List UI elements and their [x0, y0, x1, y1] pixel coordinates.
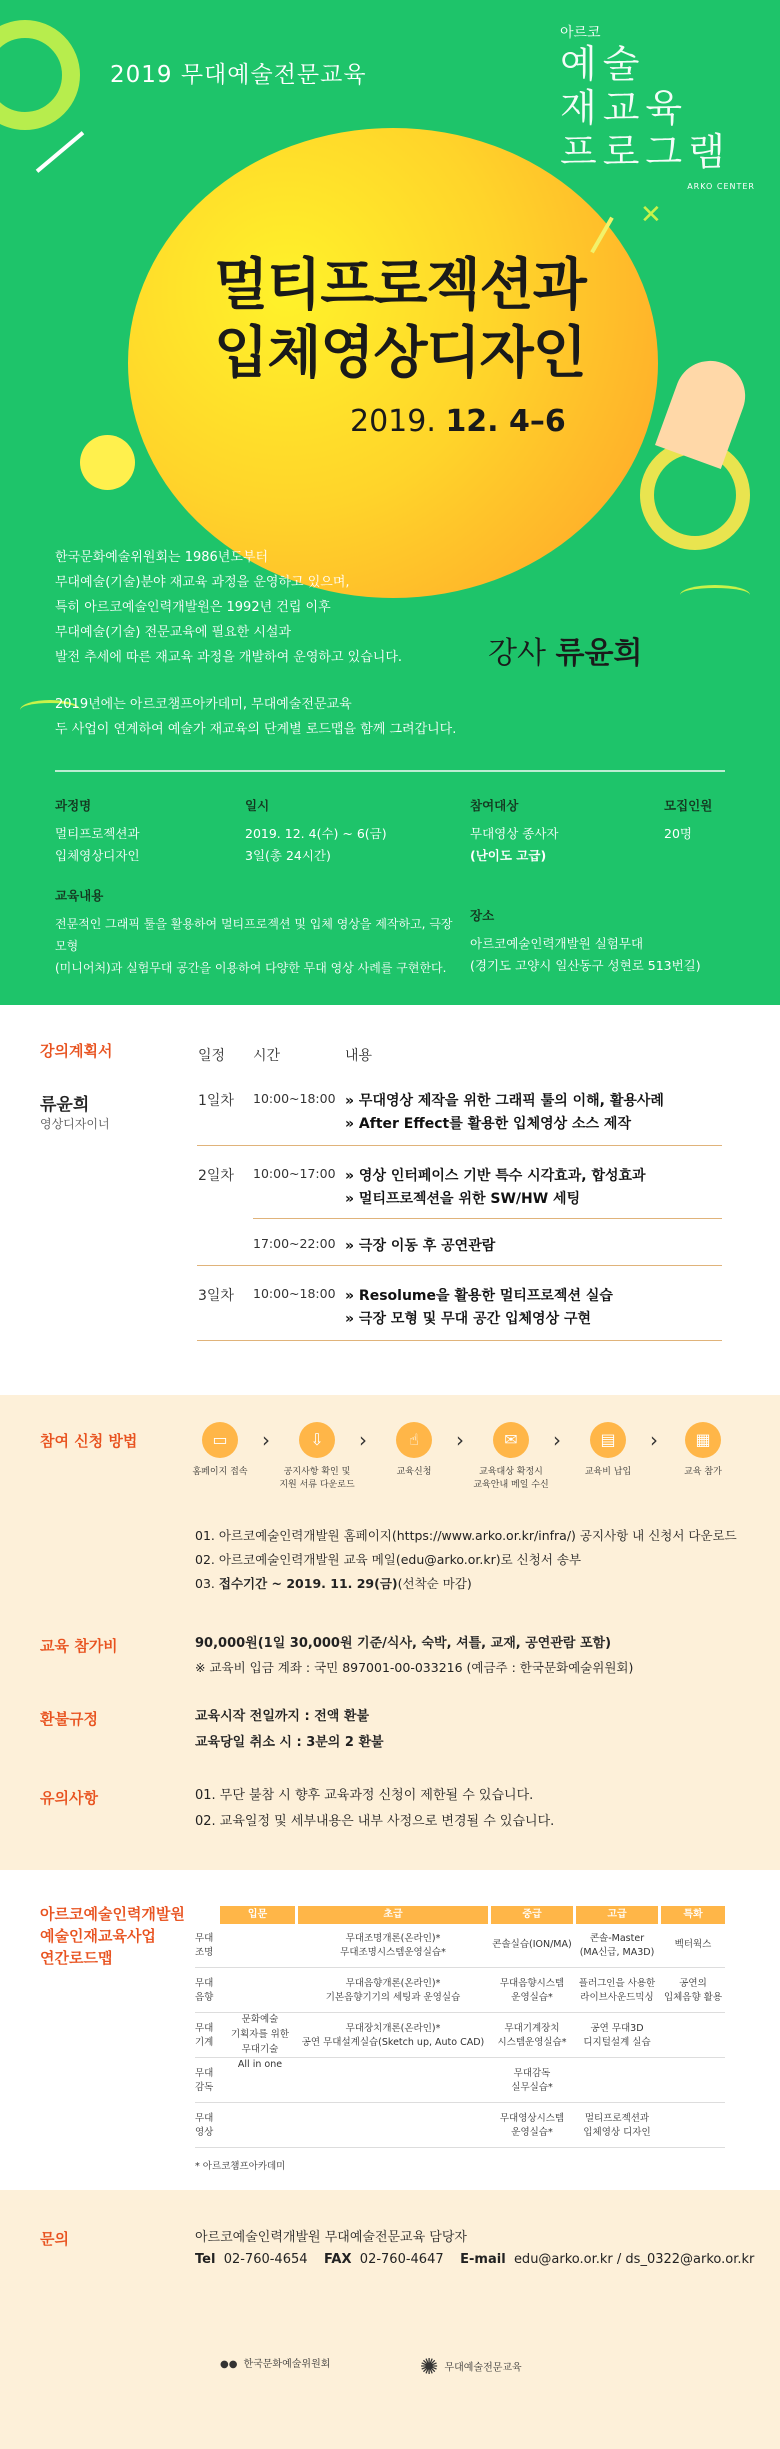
info-label: 일시	[245, 798, 270, 813]
intro-line: 무대예술(기술)분야 재교육 과정을 운영하고 있으며,	[55, 575, 350, 590]
schedule-day: 2일차	[198, 1168, 234, 1184]
starburst-icon: ✺	[420, 2355, 439, 2380]
divider	[197, 1340, 722, 1341]
schedule-time: 10:00~18:00	[253, 1286, 336, 1301]
roadmap-category: 무대 기계	[195, 2023, 214, 2048]
info-value: (난이도 고급)	[470, 848, 547, 863]
step-label: 교육대상 확정시 교육안내 메일 수신	[473, 1467, 549, 1490]
notice-title: 유의사항	[40, 1789, 98, 1807]
instructor-name: 류윤희	[555, 636, 643, 671]
download-icon: ⇩	[299, 1422, 335, 1458]
decor-ring	[0, 20, 80, 130]
info-value: (미니어처)과 실험무대 공간을 이용하여 다양한 무대 영상 사례를 구현한다.	[55, 961, 447, 975]
info-label: 참여대상	[470, 798, 519, 813]
info-value: 20명	[664, 826, 692, 841]
decor-ball	[80, 435, 135, 490]
roadmap-cell: 공연 무대3D 디지털설계 실습	[583, 2023, 651, 2048]
divider	[197, 1265, 722, 1266]
chevron-right-icon: ›	[359, 1428, 367, 1452]
roadmap-head: 중급	[491, 1906, 573, 1924]
logo-small-text: 아르코	[560, 25, 601, 41]
decor-line	[36, 131, 85, 173]
roadmap-cell: 무대기계장치 시스템운영실습*	[497, 2023, 567, 2048]
step-label: 교육 참가	[684, 1467, 722, 1477]
chevron-right-icon: ›	[650, 1428, 658, 1452]
schedule-head-content: 내용	[345, 1048, 373, 1064]
roadmap-category: 무대 감독	[195, 2068, 214, 2093]
info-content	[55, 885, 455, 979]
mail-icon: ✉	[493, 1422, 529, 1458]
roadmap-intro-cell: 문화예술 기획자를 위한 무대기술 All in one	[230, 2014, 290, 2070]
logo-big-text: 재교육	[560, 86, 689, 130]
intro-line: 한국문화예술위원회는 1986년도부터	[55, 550, 269, 565]
step-label: 교육비 납입	[584, 1467, 632, 1477]
refund-title: 환불규정	[40, 1710, 98, 1728]
hero-date-days: 12. 4–6	[445, 404, 566, 439]
click-icon: ☝	[396, 1422, 432, 1458]
roadmap-cell: 멀티프로젝션과 입체영상 디자인	[583, 2113, 651, 2138]
contact-details: Tel 02-760-4654 FAX 02-760-4647 E-mail edu@arko.or.kr / ds_0322@arko.or.kr	[195, 2252, 755, 2267]
roadmap-cell: 콘솔실습(ION/MA)	[492, 1939, 572, 1950]
intro-line: 무대예술(기술) 전문교육에 필요한 시설과	[55, 625, 292, 640]
intro-line: 발전 추세에 따른 재교육 과정을 개발하여 운영하고 있습니다.	[55, 650, 403, 665]
schedule-head-time: 시간	[253, 1048, 281, 1064]
roadmap-head: 초급	[298, 1906, 488, 1924]
apply-title: 참여 신청 방법	[40, 1432, 138, 1450]
arts-council-mark-icon: ●●	[220, 2358, 238, 2370]
apply-step-line: 02. 아르코예술인력개발원 교육 메일(edu@arko.or.kr)로 신청서 송부	[195, 1552, 582, 1567]
roadmap-cell: 무대음향시스템 운영실습*	[499, 1978, 565, 2003]
schedule-instructor-name: 류윤희	[40, 1095, 90, 1115]
book-icon: ▦	[685, 1422, 721, 1458]
hero-date	[350, 404, 566, 439]
schedule-item: » 극장 이동 후 공연관람	[345, 1238, 496, 1254]
roadmap-cell: 무대장치개론(온라인)* 공연 무대설계실습(Sketch up, Auto CAD)	[301, 2023, 485, 2048]
schedule-item: » 멀티프로젝션을 위한 SW/HW 세팅	[345, 1191, 581, 1207]
decor-wave	[680, 585, 750, 605]
step-label: 공지사항 확인 및 지원 서류 다운로드	[279, 1467, 355, 1490]
fee-main: 90,000원(1일 30,000원 기준/식사, 숙박, 셔틀, 교재, 공연관람 포함)	[195, 1636, 612, 1651]
info-value: (경기도 고양시 일산동구 성현로 513번길)	[470, 958, 701, 973]
divider	[197, 1145, 722, 1146]
arts-council-logo: ●● 한국문화예술위원회	[220, 2358, 331, 2370]
apply-step-line: 03. 접수기간 ~ 2019. 11. 29(금)(선착순 마감)	[195, 1576, 472, 1591]
info-place	[470, 905, 701, 977]
divider	[195, 2012, 725, 2013]
roadmap-head: 고급	[576, 1906, 658, 1924]
roadmap-cell: 무대음향개론(온라인)* 기본음향기기의 세팅과 운영실습	[325, 1978, 461, 2003]
contact-line: 아르코예술인력개발원 무대예술전문교육 담당자	[195, 2230, 467, 2245]
divider	[195, 2147, 725, 2148]
schedule-day: 1일차	[198, 1093, 234, 1109]
logo-big-text: 예술	[560, 42, 646, 86]
contact-title: 문의	[40, 2230, 69, 2248]
refund-line: 교육당일 취소 시 : 3분의 2 환불	[195, 1735, 384, 1750]
hero-kicker: 2019 무대예술전문교육	[110, 62, 367, 88]
roadmap-category: 무대 조명	[195, 1933, 214, 1958]
refund-line: 교육시작 전일까지 : 전액 환불	[195, 1709, 369, 1724]
divider	[195, 2102, 725, 2103]
roadmap-category: 무대 영상	[195, 2113, 214, 2138]
schedule-item: » After Effect를 활용한 입체영상 소스 제작	[345, 1116, 631, 1132]
hero-title-line: 입체영상디자인	[214, 321, 586, 386]
logo-sub-text: ARKO CENTER	[687, 182, 755, 191]
schedule-head-day: 일정	[198, 1048, 226, 1064]
chevron-right-icon: ›	[456, 1428, 464, 1452]
roadmap-head: 특화	[661, 1906, 725, 1924]
intro-line: 두 사업이 연계하여 예술가 재교육의 단계별 로드맵을 함께 그려갑니다.	[55, 722, 457, 737]
hero-date-year: 2019.	[350, 404, 436, 439]
roadmap-cell: 플러그인을 사용한 라이브사운드믹싱	[578, 1978, 656, 2003]
hero-instructor	[488, 628, 642, 672]
logo-big-text: 프로그램	[560, 130, 731, 174]
schedule-instructor-role: 영상디자이너	[40, 1117, 110, 1131]
info-label: 교육내용	[55, 888, 104, 903]
hero-title	[150, 252, 650, 388]
roadmap-cell: 벡터웍스	[674, 1939, 712, 1950]
schedule-time: 10:00~17:00	[253, 1166, 336, 1181]
roadmap-cell: 무대감독 실무실습*	[511, 2068, 553, 2093]
info-value: 멀티프로젝션과	[55, 826, 140, 841]
monitor-icon: ▭	[202, 1422, 238, 1458]
roadmap-note: * 아르코챔프아카데미	[195, 2161, 286, 2172]
divider	[195, 1967, 725, 1968]
info-quota	[664, 795, 712, 845]
roadmap-category: 무대 음향	[195, 1978, 214, 2003]
info-value: 무대영상 종사자	[470, 826, 559, 841]
intro-line: 특히 아르코예술인력개발원은 1992년 건립 이후	[55, 600, 331, 615]
info-label: 모집인원	[664, 798, 713, 813]
info-value: 전문적인 그래픽 툴을 활용하여 멀티프로젝션 및 입체 영상을 제작하고, 극장 모형	[55, 917, 453, 953]
info-label: 장소	[470, 908, 495, 923]
divider	[55, 770, 725, 772]
divider	[253, 1218, 722, 1219]
apply-step-line: 01. 아르코예술인력개발원 홈페이지(https://www.arko.or.kr/infra/) 공지사항 내 신청서 다운로드	[195, 1528, 737, 1543]
divider	[195, 2057, 725, 2058]
info-value: 아르코예술인력개발원 실험무대	[470, 936, 644, 951]
fee-title: 교육 참가비	[40, 1637, 118, 1655]
notice-line: 01. 무단 불참 시 향후 교육과정 신청이 제한될 수 있습니다.	[195, 1788, 534, 1803]
decor-x-icon: ✕	[640, 200, 662, 230]
schedule-item: » 영상 인터페이스 기반 특수 시각효과, 합성효과	[345, 1168, 646, 1184]
intro-line: 2019년에는 아르코챔프아카데미, 무대예술전문교육	[55, 697, 352, 712]
notice-line: 02. 교육일정 및 세부내용은 내부 사정으로 변경될 수 있습니다.	[195, 1814, 555, 1829]
roadmap-cell: 콘솔-Master (MA신급, MA3D)	[579, 1933, 655, 1958]
intro-text	[55, 545, 495, 764]
step-label: 교육신청	[396, 1467, 432, 1477]
roadmap-head: 입문	[220, 1906, 295, 1924]
card-icon: ▤	[590, 1422, 626, 1458]
schedule-time: 10:00~18:00	[253, 1091, 336, 1106]
step-label: 홈페이지 접속	[192, 1467, 248, 1477]
roadmap-cell: 공연의 입체음향 활용	[663, 1978, 723, 2003]
hero-title-line: 멀티프로젝션과	[214, 253, 586, 318]
info-value: 입체영상디자인	[55, 848, 140, 863]
schedule-time: 17:00~22:00	[253, 1236, 336, 1251]
info-value: 2019. 12. 4(수) ~ 6(금)	[245, 826, 387, 841]
hero-section	[0, 0, 780, 1005]
stage-art-education-logo: ✺ 무대예술전문교육	[420, 2355, 522, 2380]
fee-note: ※ 교육비 입금 계좌 : 국민 897001-00-033216 (예금주 : 한국문화예술위원회)	[195, 1660, 634, 1675]
roadmap-cell: 무대영상시스템 운영실습*	[499, 2113, 565, 2138]
chevron-right-icon: ›	[262, 1428, 270, 1452]
roadmap-title: 아르코예술인력개발원 예술인재교육사업 연간로드맵	[40, 1905, 185, 1967]
instructor-prefix: 강사	[488, 636, 546, 671]
info-date	[245, 795, 387, 867]
chevron-right-icon: ›	[553, 1428, 561, 1452]
schedule-item: » Resolume을 활용한 멀티프로젝션 실습	[345, 1288, 613, 1304]
roadmap-cell: 무대조명개론(온라인)* 무대조명시스템운영실습*	[340, 1933, 446, 1958]
info-course	[55, 795, 140, 867]
schedule-day: 3일차	[198, 1288, 234, 1304]
info-label: 과정명	[55, 798, 92, 813]
schedule-item: » 무대영상 제작을 위한 그래픽 툴의 이해, 활용사례	[345, 1093, 664, 1109]
info-value: 3일(총 24시간)	[245, 848, 331, 863]
info-target	[470, 795, 559, 867]
arko-program-logo	[560, 22, 755, 191]
schedule-item: » 극장 모형 및 무대 공간 입체영상 구현	[345, 1311, 592, 1327]
schedule-title: 강의계획서	[40, 1042, 113, 1060]
